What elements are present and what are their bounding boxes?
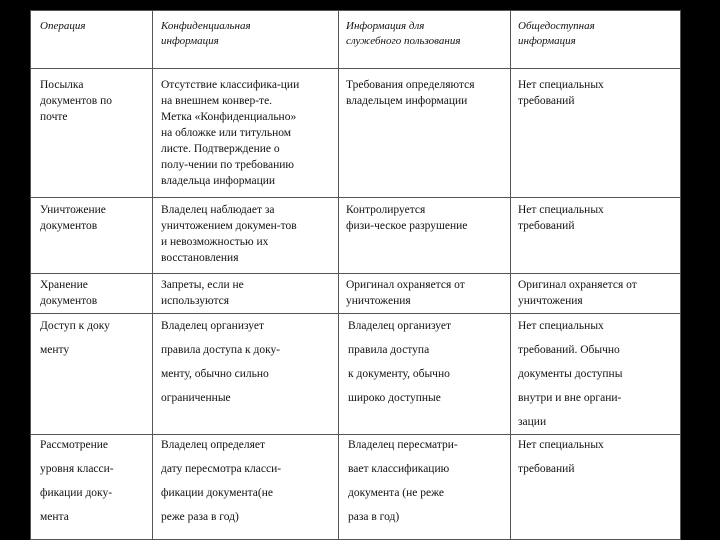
- cell-confidential-mailing: Отсутствие классифика-ции на внешнем конвер-те. Метка «Конфиденциально» на обложке или титульном листе. Подтверждение о полу-чении по требованию владельца информации: [161, 79, 300, 187]
- header-confidential: Конфиденциальная информация: [161, 20, 251, 47]
- cell-public-access: Нет специальных требований. Обычно документы доступны внутри и вне органи- зации: [518, 320, 623, 428]
- header-service-use: Информация для служебного пользования: [346, 20, 461, 47]
- cell-operation-mailing: Посылка документов по почте: [40, 79, 112, 123]
- cell-confidential-storage: Запреты, если не используются: [161, 279, 244, 307]
- row-divider: [30, 68, 681, 69]
- cell-service-mailing: Требования определяются владельцем информации: [346, 79, 475, 107]
- header-public: Общедоступная информация: [518, 20, 595, 47]
- row-divider: [30, 10, 681, 11]
- row-divider: [30, 197, 681, 198]
- cell-public-destruction: Нет специальных требований: [518, 204, 604, 232]
- cell-operation-destruction: Уничтожение документов: [40, 204, 106, 232]
- cell-public-mailing: Нет специальных требований: [518, 79, 604, 107]
- cell-public-storage: Оригинал охраняется от уничтожения: [518, 279, 637, 307]
- cell-confidential-access: Владелец организует правила доступа к доку- менту, обычно сильно ограниченные: [161, 320, 281, 404]
- cell-public-review: Нет специальных требований: [518, 439, 604, 475]
- cell-service-storage: Оригинал охраняется от уничтожения: [346, 279, 465, 307]
- column-divider: [30, 10, 31, 540]
- column-divider: [152, 10, 153, 540]
- cell-operation-access: Доступ к доку менту: [40, 320, 110, 356]
- row-divider: [30, 273, 681, 274]
- column-divider: [338, 10, 339, 540]
- cell-service-review: Владелец пересматри- вает классификацию документа (не реже раза в год): [348, 439, 458, 523]
- cell-operation-review: Рассмотрение уровня класси- фикации доку- мента: [40, 439, 114, 523]
- cell-service-destruction: Контролируется физи-ческое разрушение: [346, 204, 468, 232]
- cell-operation-storage: Хранение документов: [40, 279, 98, 307]
- cell-confidential-destruction: Владелец наблюдает за уничтожением докумен-тов и невозможностью их восстановления: [161, 204, 297, 264]
- header-operation: Операция: [40, 20, 86, 32]
- cell-confidential-review: Владелец определяет дату пересмотра класси- фикации документа(не реже раза в год): [161, 439, 282, 523]
- classification-table: [30, 10, 681, 540]
- column-divider: [680, 10, 681, 540]
- cell-service-access: Владелец организует правила доступа к документу, обычно широко доступные: [348, 320, 452, 404]
- column-divider: [510, 10, 511, 540]
